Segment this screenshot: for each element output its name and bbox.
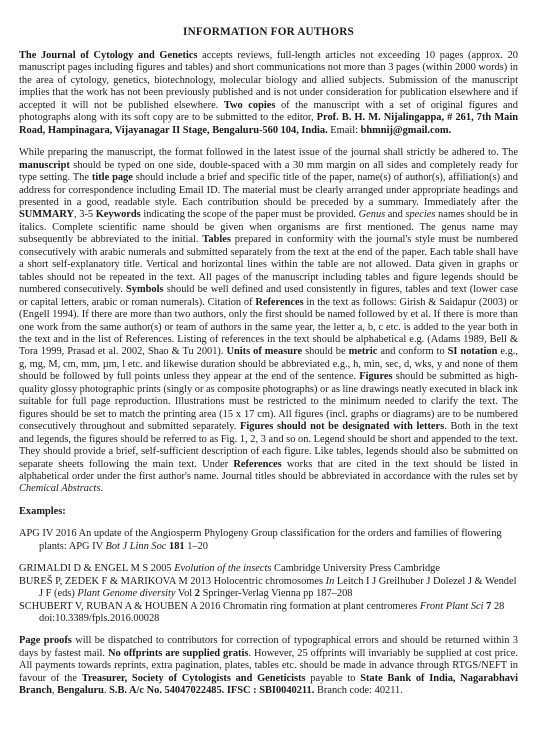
text-span: names should be in italics. Complete scientific name should be given when organisms are first mentioned. The genus name may subsequently be abbreviated to the initial.: [19, 209, 518, 246]
text-italic: species: [405, 209, 436, 221]
text-italic: Bot J Linn Soc: [105, 540, 167, 552]
reference-item: [19, 563, 518, 575]
text-span: should be well defined and used consistently in figures, tables and text (lower case or capital letters, arabic or roman numerals). Citation of: [19, 284, 518, 308]
text-span: and: [385, 209, 406, 221]
reference-item: [19, 576, 518, 601]
text-bold: References: [233, 458, 282, 470]
text-bold: Figures should not be designated with letters: [240, 421, 445, 433]
text-bold: State Bank of India, Nagarabhavi Branch: [19, 672, 518, 697]
text-span: accepts reviews, full-length articles not exceeding 10 pages (approx. 20 manuscript pages including figures and tables) and short communications not more than 3 pages (within 2000 words) in the area of cytology, genetics, biotechnology, molecular biology and allied subjects. Submission of the manuscript implies that the work has not been previously published and is not under consideration for publication elsewhere and if accepted it will not be published elsewhere.: [19, 50, 518, 111]
text-span: indicating the scope of the paper must be provided.: [140, 209, 359, 221]
text-span: and conform to: [377, 346, 448, 358]
editor-address: Prof. B. H. M. Nijalingappa, # 261, 7th Main Road, Hampinagara, Vijayanagar II Stage, Bengaluru-560 104, India.: [19, 112, 518, 136]
text-span: Cambridge University Press Cambridge: [271, 563, 440, 575]
examples-heading: Examples:: [19, 505, 66, 517]
text-span: Vol: [175, 588, 195, 600]
text-span: . However, 25 offprints will invariably be supplied at cost price. All payments towards reprints, extra pagination, plates, tables etc. should be made in advance through RTGS/NEFT in favour of the: [19, 647, 518, 684]
text-bold: Tables: [202, 234, 231, 246]
text-span: ,: [51, 685, 58, 697]
text-bold: metric: [348, 346, 378, 358]
text-span: GRIMALDI D & ENGEL M S 2005: [19, 563, 175, 575]
text-bold: No offprints are supplied gratis: [107, 647, 249, 659]
text-span: BUREŠ P, ZEDEK F & MARIKOVA M 2013 Holocentric chromosomes: [19, 575, 326, 587]
text-bold: Units of measure: [226, 346, 303, 358]
page-title: INFORMATION FOR AUTHORS: [183, 26, 354, 38]
text-bold: 2: [194, 588, 200, 600]
guidelines-paragraph: [19, 147, 518, 496]
text-bold: Two copies: [223, 99, 276, 111]
text-span: should be typed on one side, double-spaced with a 30 mm margin on all sides and completely ready for type setting. The: [19, 159, 518, 184]
text-span: While preparing the manuscript, the format followed in the latest issue of the journal shall strictly be adhered to. The: [19, 147, 518, 159]
intro-paragraph: [19, 50, 518, 137]
text-italic: In: [325, 575, 335, 587]
text-bold: Keywords: [95, 209, 141, 221]
text-italic: Genus: [358, 209, 386, 221]
text-italic: Plant Genome diversity: [77, 588, 176, 600]
text-span: payable to: [305, 672, 361, 684]
text-bold: SUMMARY: [19, 209, 75, 221]
text-bold: SI notation: [447, 346, 498, 358]
text-span: of the manuscript with a set of original figures and photographs along with its soft copy are to be submitted to the editor,: [19, 99, 519, 124]
text-span: Email:: [327, 124, 361, 136]
text-span: SCHUBERT V, RUBAN A & HOUBEN A 2016 Chromatin ring formation at plant centromeres: [19, 600, 420, 612]
text-span: 1–20: [184, 540, 208, 552]
text-span: will be dispatched to contributors for correction of typographical errors and should be returned within 3 days by fastest mail.: [19, 635, 518, 659]
bank-details: S.B. A/c No. 54047022485. IFSC : SBI0040211.: [109, 685, 315, 697]
text-italic: Chemical Abstracts: [19, 483, 101, 495]
text-span: , 3-5: [74, 209, 96, 221]
editor-email: bhmnij@gmail.com.: [360, 124, 452, 136]
text-span: prepared in conformity with the journal's style must be numbered consecutively with arabic numerals and submitted separately from the text at the end of the paper. Each table shall have a short self-explanatory title. Vertical and horizontal lines within the table are not allowed. Data given in graphs or tables should not be repeated in the text. All pages of the manuscript including tables and figure legends should be numbered consecutively.: [19, 234, 518, 296]
text-bold: Symbols: [126, 284, 164, 296]
text-span: works that are cited in the text should be listed in alphabetical order under the first author's name. Journal titles should be abbreviated in accordance with the rules set by: [19, 458, 518, 482]
text-span: should be submitted as high-quality glossy photographic prints (singly or as composite photographs) or as line drawings neatly executed in black ink suitable for full page reproduction. Illustrations must be restricted to the minimum needed to clarify the text. The figures should be set to match the printing area (15 x 17 cm). All figures (incl. graphs or diagrams) are to be numbered consecutively throughout and submitted separately.: [19, 371, 518, 433]
text-italic: Front Plant Sci: [419, 600, 484, 612]
text-span: .: [103, 685, 110, 697]
reference-item: [19, 528, 518, 553]
text-span: APG IV 2016 An update of the Angiosperm Phylogeny Group classification for the orders and families of flowering plants: APG IV: [19, 528, 502, 552]
text-bold: manuscript: [19, 159, 70, 171]
text-span: .: [100, 483, 104, 495]
text-bold: Bengaluru: [57, 685, 104, 697]
text-bold: 7: [486, 600, 492, 612]
text-bold: 181: [169, 540, 185, 552]
text-italic: Evolution of the insects: [174, 563, 272, 575]
text-bold: title page: [91, 172, 133, 184]
text-span: Leitch I J Greilhuber J Dolezel J & Wendel J F (eds): [39, 575, 517, 600]
text-bold: Page proofs: [19, 635, 72, 647]
text-bold: Figures: [359, 371, 393, 383]
text-span: Branch code: 40211.: [314, 685, 403, 697]
text-bold: Treasurer, Society of Cytologists and Geneticists: [81, 672, 306, 684]
journal-name: The Journal of Cytology and Genetics: [19, 50, 198, 61]
text-span: e.g., g, mg, M, cm, mm, µm, l etc. and likewise duration should be abbreviated e.g., h, min, sec, d, wks, y and none of them should be followed by full points unless they appear at the end of the sentence.: [19, 346, 518, 383]
text-span: should be: [302, 346, 349, 358]
text-bold: References: [255, 296, 304, 308]
text-span: Springer-Verlag Vienna pp 187–208: [199, 588, 353, 600]
text-span: in the text as follows: Girish & Saidapur (2003) or (Engell 1994). If there are more than two authors, only the first should be named followed by et al. If there is more than one work from the same author(s) or team of authors in the same year, the letter a, b, c etc. is added to the year both in the text and in the list of References. Listing of references in the text should be alphabetical e.g. (Adams 1989, Bell & Tora 1999, Prasad et al. 2002, Shao & Tu 2001).: [19, 296, 518, 358]
reference-item: [19, 601, 518, 626]
text-span: should include a brief and specific title of the paper, name(s) of author(s), affiliation(s) and address for correspondence including Email ID. The material must be clearly arranged under appropriate headings and presented in a good, readable style. Each contribution should be preceded by a summary. Immediately after the: [19, 172, 518, 208]
proofs-payment-paragraph: [19, 635, 518, 697]
text-span: . Both in the text and legends, the figures should be referred to as Fig. 1, 2, 3 and so on. Legend should be short and appended to the text. They should provide a brief, self-sufficient description of each figure. Like tables, legends should also be submitted on separate sheets following the main text. Under: [19, 421, 518, 470]
text-span: 28 doi:10.3389/fpls.2016.00028: [39, 600, 505, 625]
